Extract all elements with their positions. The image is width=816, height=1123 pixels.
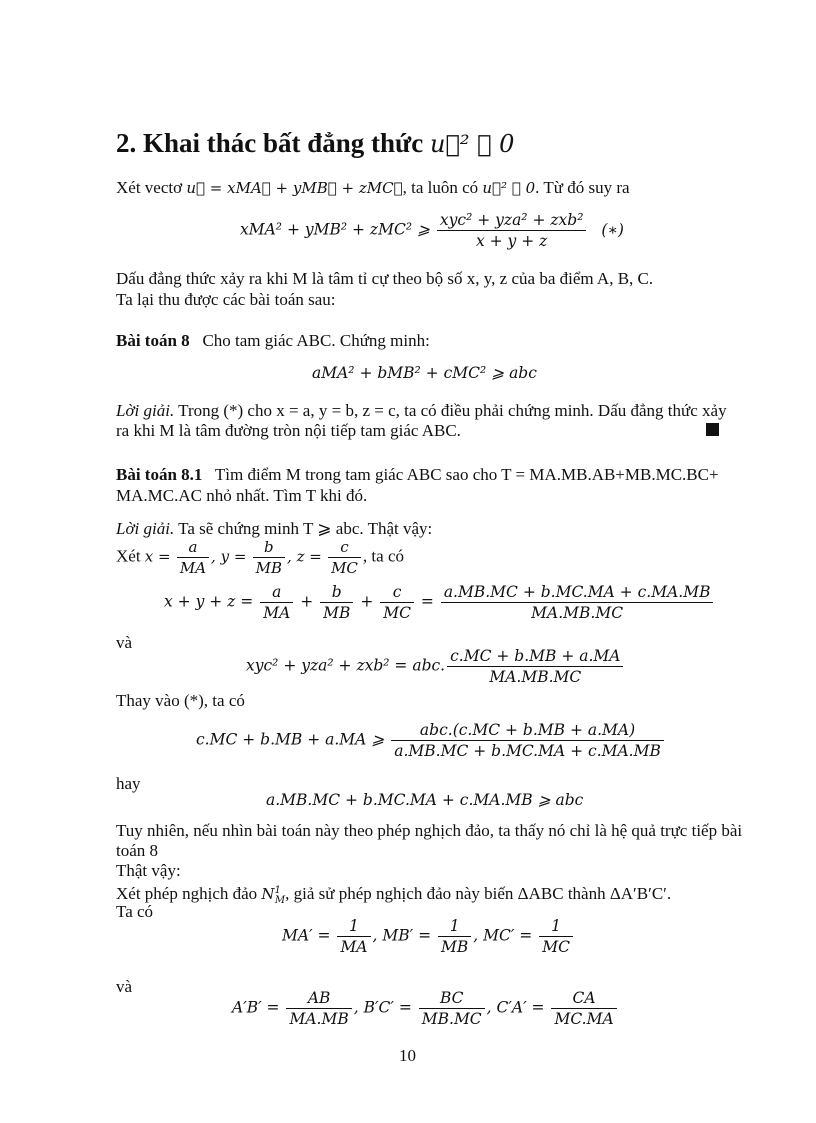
math: , z = — [287, 547, 322, 566]
intro-text: Xét vectơ — [116, 178, 183, 197]
fraction-denominator: MA — [263, 604, 291, 622]
fraction-numerator: a.MB.MC + b.MC.MA + c.MA.MB — [441, 582, 714, 603]
solution-label: Lời giải. — [116, 401, 175, 420]
equation-part: , MC′ = — [473, 926, 533, 945]
section-number: 2. — [116, 128, 137, 158]
substitution-text: Thay vào (*), ta có — [116, 691, 245, 710]
fraction-denominator: MA — [340, 938, 368, 956]
fraction-denominator: MC — [331, 559, 358, 577]
sum-equation: x + y + z = $\frac{a}{MA}$ + $\frac{b}{MB}$ + $\frac{c}{MC}$ = $\frac{a.MB.MC + b.MC.MA + c.MA.MB}{MA.MB.MC}$ — [164, 582, 715, 623]
fraction-z — [328, 537, 361, 578]
section-heading — [116, 128, 514, 159]
fraction — [391, 720, 664, 761]
equation-part: , MB′ = — [372, 926, 432, 945]
fraction-numerator: abc.(c.MC + b.MB + a.MA) — [391, 720, 664, 741]
fraction-x — [177, 537, 209, 578]
solution-label: Lời giải. — [116, 519, 175, 538]
text-hay: hay — [116, 774, 141, 793]
equation-part: A′B′ = — [232, 998, 280, 1017]
equation-tag: (∗) — [601, 220, 624, 239]
vector-definition: u⃗ = xMA⃗ + yMB⃗ + zMC⃗ — [186, 179, 403, 197]
equation-part: , C′A′ = — [486, 998, 545, 1017]
math: x = — [144, 547, 171, 566]
problem-81-statement-line1 — [116, 464, 719, 486]
fraction-numerator: a — [177, 537, 209, 558]
text: Xét — [116, 546, 141, 566]
main-inequality-lhs: xMA² + yMB² + zMC² ⩾ — [240, 220, 430, 239]
main-inequality — [240, 210, 624, 251]
equation-part: , B′C′ = — [353, 998, 412, 1017]
fraction — [320, 582, 353, 623]
fraction-denominator: MC.MA — [554, 1010, 614, 1028]
conjunction-and: và — [116, 633, 133, 652]
section-title: Khai thác bất đẳng thức — [143, 128, 424, 158]
equation-lhs: xyc² + yza² + zxb² = abc. — [246, 656, 446, 675]
fraction-denominator: MB — [323, 604, 351, 622]
main-inequality-fraction — [437, 210, 587, 251]
fraction-numerator: a — [260, 582, 293, 603]
fraction — [286, 988, 351, 1029]
fraction — [551, 988, 616, 1029]
fraction — [260, 582, 293, 623]
result-inequality — [196, 720, 666, 761]
indeed-text: Thật vậy: — [116, 861, 181, 880]
intro-text: , ta luôn có — [402, 178, 479, 197]
fraction-denominator: MC — [542, 938, 570, 956]
problem-8-solution-line1 — [116, 400, 727, 422]
problem-label: Bài toán 8.1 — [116, 465, 203, 484]
final-inequality: a.MB.MC + b.MC.MA + c.MA.MB ⩾ abc — [266, 791, 584, 809]
inversion-statement — [116, 880, 671, 912]
fraction-numerator: c — [380, 582, 414, 603]
fraction-denominator: MB — [441, 938, 469, 956]
fraction-denominator: MB — [255, 559, 283, 577]
fraction-denominator: MC — [383, 604, 411, 622]
fraction — [419, 988, 485, 1029]
fraction-denominator: MA.MB.MC — [531, 604, 624, 622]
inversion-center: M — [274, 895, 286, 906]
problem-text: Cho tam giác ABC. Chứng minh: — [202, 331, 430, 350]
page-number: 10 — [399, 1046, 416, 1065]
math: , y = — [211, 547, 247, 566]
intro-text: . Từ đó suy ra — [535, 178, 630, 197]
solution-text: Trong (*) cho x = a, y = b, z = c, ta có điều phải chứng minh. Dấu đẳng thức xảy — [178, 401, 727, 420]
inversion-power: 1 — [274, 885, 281, 896]
conjunction-and: và — [116, 977, 133, 996]
text: , ta có — [362, 546, 404, 566]
qed-square-icon — [706, 423, 719, 436]
fraction-numerator: AB — [286, 988, 351, 1009]
problem-text: Tìm điểm M trong tam giác ABC sao cho T = MA.MB.AB+MB.MC.BC+ — [214, 465, 719, 484]
fraction-numerator: c.MC + b.MB + a.MA — [447, 646, 623, 667]
problem-81-statement-line2: MA.MC.AC nhỏ nhất. Tìm T khi đó. — [116, 486, 368, 505]
fraction-numerator: 1 — [337, 916, 370, 937]
text: Xét phép nghịch đảo — [116, 884, 258, 903]
problem-8-statement — [116, 330, 430, 352]
problem-8-solution-line2: ra khi M là tâm đường tròn nội tiếp tam giác ABC. — [116, 421, 461, 440]
fraction-numerator: 1 — [539, 916, 573, 937]
fraction-y — [253, 537, 285, 578]
fraction-numerator: CA — [551, 988, 616, 1009]
remark-line1: Tuy nhiên, nếu nhìn bài toán này theo phép nghịch đảo, ta thấy nó chỉ là hệ quả trực tiếp bài — [116, 821, 743, 840]
equation-lhs: x + y + z = — [164, 592, 254, 611]
fraction-numerator: b — [320, 582, 353, 603]
fraction-denominator: MA.MB — [289, 1010, 349, 1028]
problem-label: Bài toán 8 — [116, 331, 190, 350]
variable-setting — [116, 537, 404, 578]
taco-text: Ta có — [116, 902, 154, 921]
fraction-denominator: MA — [179, 559, 207, 577]
inequality-lhs: c.MC + b.MB + a.MA ⩾ — [196, 730, 385, 749]
fraction — [380, 582, 414, 623]
fraction-numerator: BC — [419, 988, 485, 1009]
problem-8-formula: aMA² + bMB² + cMC² ⩾ abc — [312, 364, 537, 382]
followup-text: Ta lại thu được các bài toán sau: — [116, 290, 336, 309]
solution-text: Ta sẽ chứng minh T ⩾ abc. Thật vậy: — [178, 519, 433, 538]
fraction-numerator: b — [253, 537, 285, 558]
vector-inequality: u⃗² ⩾ 0 — [482, 179, 536, 197]
fraction-denominator: MA.MB.MC — [489, 668, 582, 686]
fraction-denominator: MB.MC — [421, 1010, 482, 1028]
remark-line2: toán 8 — [116, 841, 159, 860]
inversion-letter: N — [261, 885, 275, 903]
fraction — [539, 916, 573, 957]
fraction-numerator: 1 — [438, 916, 471, 937]
fraction-numerator: xyc² + yza² + zxb² — [437, 210, 587, 231]
inverse-length-equation — [282, 916, 575, 957]
inversion-symbol — [261, 885, 286, 906]
fraction — [438, 916, 471, 957]
section-title-math: u⃗² ⩾ 0 — [430, 130, 515, 158]
equation-part: MA′ = — [282, 926, 331, 945]
intro-line — [116, 177, 630, 199]
fraction — [447, 646, 623, 687]
fraction — [441, 582, 714, 623]
product-equation — [246, 646, 625, 687]
fraction-denominator: x + y + z — [475, 232, 548, 250]
fraction — [337, 916, 370, 957]
fraction-numerator: c — [328, 537, 361, 558]
inverse-side-equation — [232, 988, 619, 1029]
text: , giả sử phép nghịch đảo này biến ΔABC thành ΔA′B′C′. — [285, 884, 672, 903]
equality-condition: Dấu đẳng thức xảy ra khi M là tâm tỉ cự theo bộ số x, y, z của ba điểm A, B, C. — [116, 269, 654, 288]
fraction-denominator: a.MB.MC + b.MC.MA + c.MA.MB — [394, 742, 661, 760]
